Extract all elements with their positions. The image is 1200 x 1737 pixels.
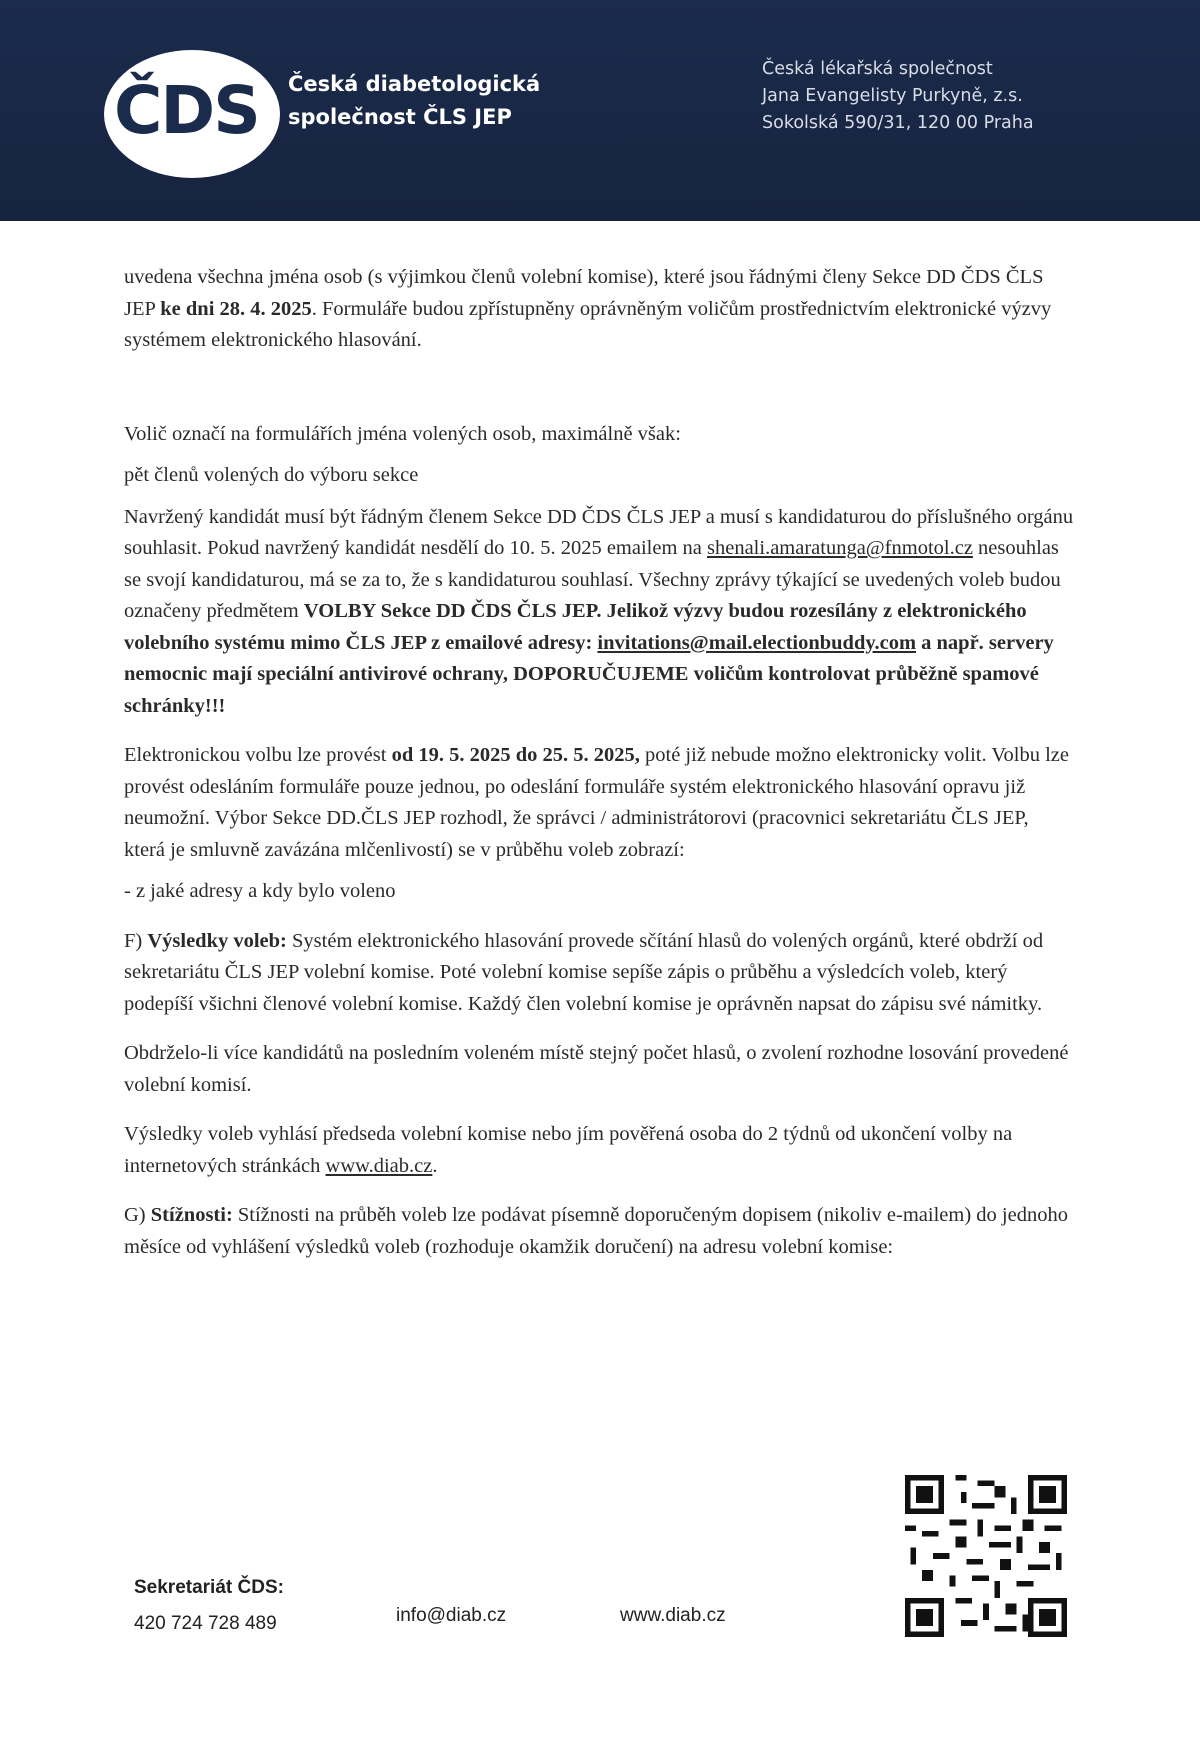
website-link[interactable]: www.diab.cz	[325, 1154, 433, 1177]
footer-website[interactable]: www.diab.cz	[620, 1605, 726, 1626]
candidate-email-link[interactable]: shenali.amaratunga@fnmotol.cz	[707, 537, 973, 559]
paragraph-committee-count: pět členů volených do výboru sekce	[124, 464, 419, 486]
paragraph-address-shown: - z jaké adresy a kdy bylo voleno	[124, 880, 396, 902]
paragraph-tie: Obdrželo-li více kandidátů na posledním voleném místě stejný počet hlasů, o zvolení rozhodne losování provedené volební komisí.	[124, 1042, 1069, 1096]
org-name	[288, 68, 548, 134]
letterhead-banner	[0, 0, 1200, 221]
address-line3: Sokolská 590/31, 120 00 Praha	[762, 113, 1034, 133]
paragraph-complaints: G) Stížnosti: Stížnosti na průběh voleb lze podávat písemně doporučeným dopisem (nikoliv e-mailem) do jednoho měsíce od vyhlášení výsledků voleb (rozhoduje okamžik doručení) na adresu volební komise:	[124, 1204, 1068, 1258]
footer-email[interactable]: info@diab.cz	[396, 1605, 507, 1626]
org-address	[762, 56, 1062, 137]
qr-code-icon	[905, 1475, 1067, 1637]
paragraph-voter-marks: Volič označí na formulářích jména volených osob, maximálně však:	[124, 422, 681, 445]
paragraph-voting-period: Elektronickou volbu lze provést od 19. 5. 2025 do 25. 5. 2025, poté již nebude možno elektronicky volit. Volbu lze provést odesláním formuláře pouze jednou, po odeslání formuláře systém elektronického hlasování opravu již neumožní. Výbor Sekce DD.ČLS JEP rozhodl, že správci / administrátorovi (pracovnici sekretariátu ČLS JEP, která je smluvně zavázána mlčenlivostí) se v průběhu voleb zobrazí:	[124, 744, 1069, 861]
letter-body	[124, 262, 1074, 1263]
paragraph-announcement: Výsledky voleb vyhlásí předseda volební komise nebo jím pověřená osoba do 2 týdnů od ukončení volby na internetových stránkách www.diab.cz.	[124, 1123, 1013, 1177]
footer-title: Sekretariát ČDS:	[134, 1577, 284, 1598]
paragraph-voter-list: uvedena všechna jména osob (s výjimkou členů volební komise), které jsou řádnými členy Sekce DD ČDS ČLS JEP ke dni 28. 4. 2025. Formuláře budou zpřístupněny oprávněným voličům prostřednictvím elektronické výzvy systémem elektronického hlasování.	[124, 266, 1052, 351]
address-line1: Česká lékařská společnost	[762, 59, 993, 79]
paragraph-candidate: Navržený kandidát musí být řádným členem Sekce DD ČDS ČLS JEP a musí s kandidaturou do příslušného orgánu souhlasit. Pokud navržený kandidát nesdělí do 10. 5. 2025 emailem na shenali.amaratunga@fnmotol.cz nesouhlas se svojí kandidaturou, má se za to, že s kandidaturou souhlasí. Všechny zprávy týkající se uvedených voleb budou označeny předmětem VOLBY Sekce DD ČDS ČLS JEP. Jelikož výzvy budou rozesílány z elektronického volebního systému mimo ČLS JEP z emailové adresy: invitations@mail.electionbuddy.com a např. servery nemocnic mají speciální antivirové ochrany, DOPORUČUJEME voličům kontrolovat průběžně spamové schránky!!!	[124, 505, 1074, 717]
footer-phone: 420 724 728 489	[134, 1613, 277, 1634]
org-name-line1: Česká diabetologická	[288, 72, 541, 96]
cds-logo: ČDS	[114, 72, 259, 149]
address-line2: Jana Evangelisty Purkyně, z.s.	[762, 86, 1023, 106]
org-name-line2: společnost ČLS JEP	[288, 105, 512, 129]
election-email-link[interactable]: invitations@mail.electionbuddy.com	[597, 631, 917, 654]
paragraph-results: F) Výsledky voleb: Systém elektronického hlasování provede sčítání hlasů do volených orgánů, které obdrží od sekretariátu ČLS JEP volební komise. Poté volební komise sepíše zápis o průběhu a výsledcích voleb, který podepíší všichni členové volební komise. Každý člen volební komise je oprávněn napsat do zápisu své námitky.	[124, 929, 1044, 1015]
